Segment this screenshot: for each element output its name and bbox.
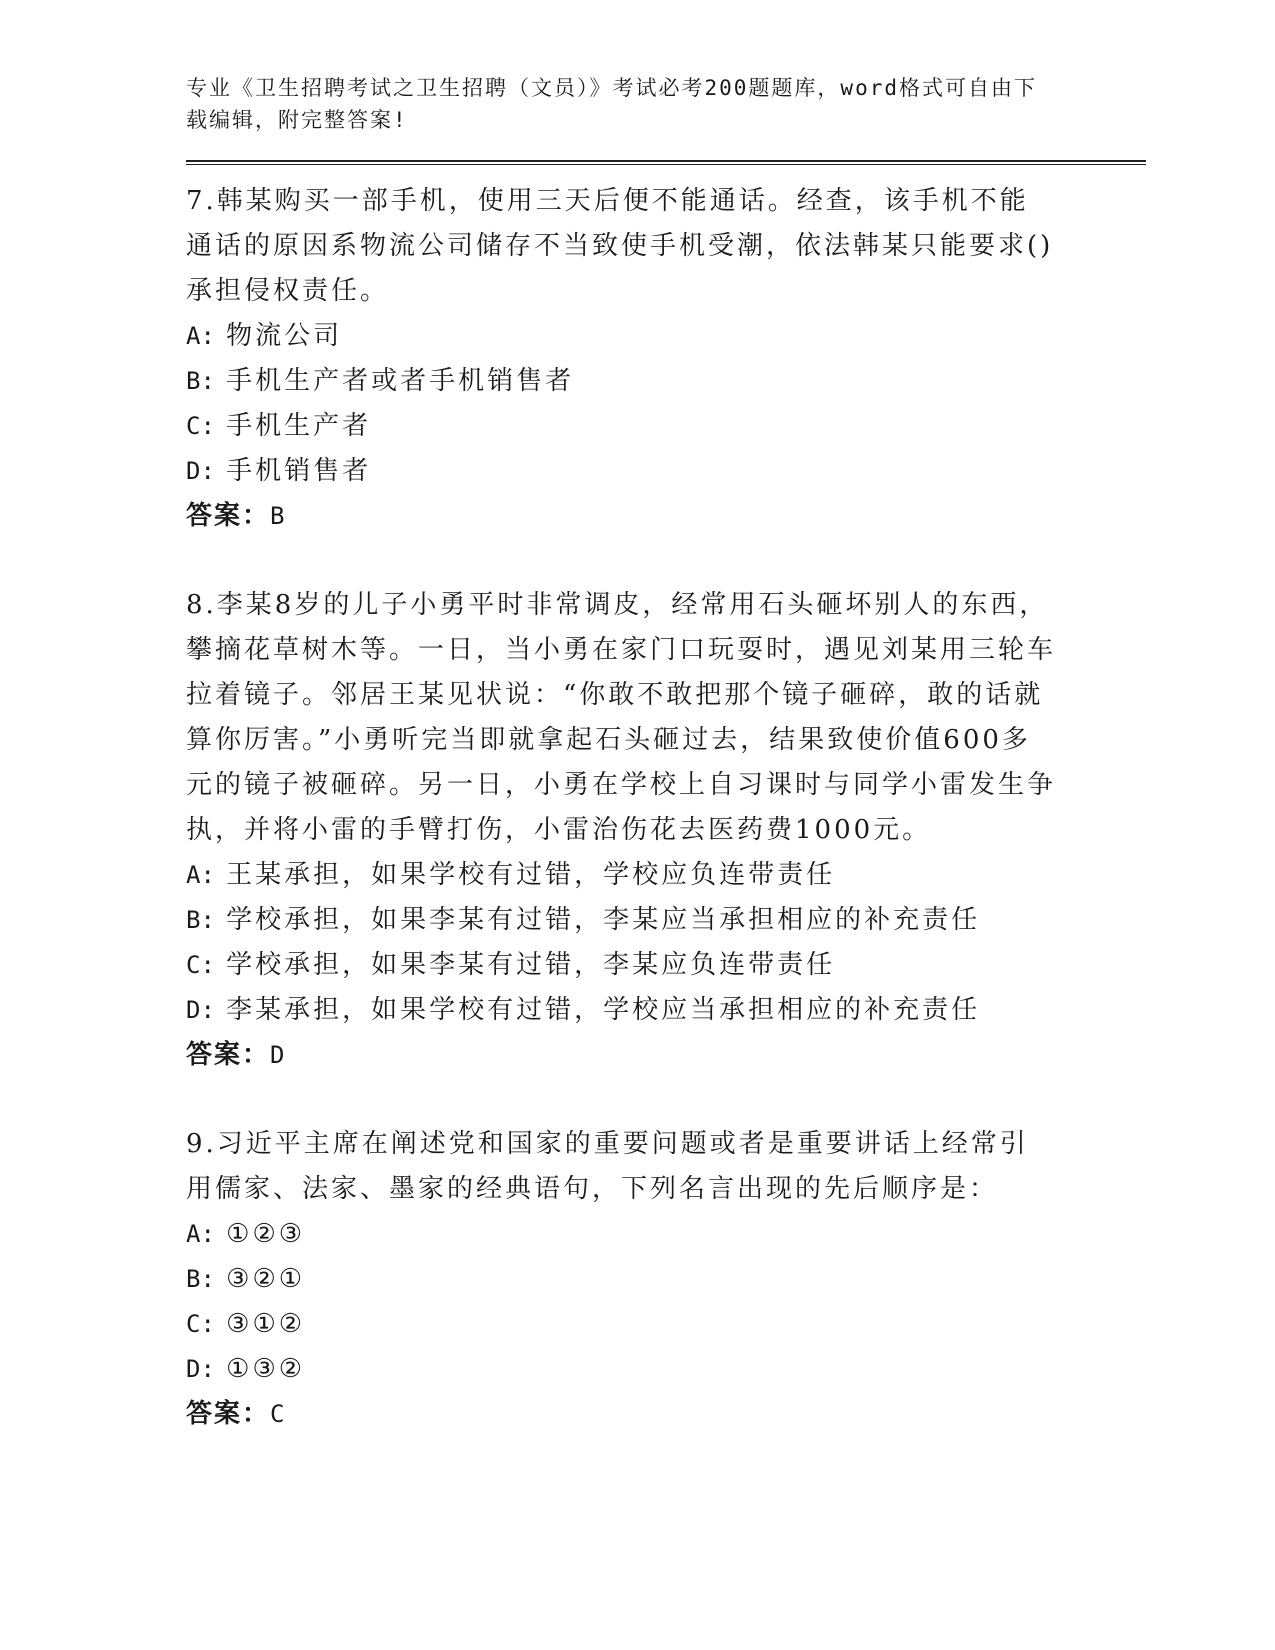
option-text: 物流公司 — [226, 321, 343, 351]
answer-value: D — [270, 1041, 287, 1069]
option-d — [186, 1347, 1146, 1392]
option-b — [186, 1257, 1146, 1302]
option-d — [186, 449, 1146, 494]
document-header: 专业《卫生招聘考试之卫生招聘（文员）》考试必考200题题库，word格式可自由下载编辑，附完整答案! — [186, 76, 1037, 132]
option-text: 手机生产者 — [226, 411, 372, 441]
option-list — [186, 314, 1146, 494]
question-8 — [186, 583, 1146, 1078]
option-letter: A: — [186, 861, 215, 889]
answer-label: 答案： — [186, 501, 271, 531]
option-a — [186, 1212, 1146, 1257]
option-text: ①③② — [226, 1354, 306, 1384]
option-b — [186, 359, 1146, 404]
option-letter: B: — [186, 367, 215, 395]
answer-line — [186, 1392, 1146, 1437]
question-7 — [186, 179, 1146, 539]
question-stem: 9.习近平主席在阐述党和国家的重要问题或者是重要讲话上经常引用儒家、法家、墨家的经典语句，下列名言出现的先后顺序是： — [186, 1129, 1029, 1204]
option-letter: C: — [186, 1310, 215, 1338]
document-page — [186, 72, 1146, 1437]
answer-label: 答案： — [186, 1399, 271, 1429]
answer-label: 答案： — [186, 1040, 271, 1070]
option-text: ①②③ — [226, 1219, 306, 1249]
question-9 — [186, 1122, 1146, 1437]
header-divider — [186, 160, 1146, 165]
option-list — [186, 853, 1146, 1033]
option-letter: A: — [186, 322, 215, 350]
option-a — [186, 314, 1146, 359]
answer-line — [186, 1033, 1146, 1078]
option-letter: A: — [186, 1220, 215, 1248]
option-letter: C: — [186, 412, 215, 440]
question-stem: 7.韩某购买一部手机，使用三天后便不能通话。经查，该手机不能通话的原因系物流公司储存不当致使手机受潮，依法韩某只能要求()承担侵权责任。 — [186, 186, 1054, 306]
option-text: 学校承担，如果李某有过错，李某应负连带责任 — [226, 950, 836, 980]
option-letter: D: — [186, 1355, 215, 1383]
option-c — [186, 1302, 1146, 1347]
option-list — [186, 1212, 1146, 1392]
option-text: 学校承担，如果李某有过错，李某应当承担相应的补充责任 — [226, 905, 981, 935]
option-letter: B: — [186, 906, 215, 934]
answer-line — [186, 494, 1146, 539]
question-stem: 8.李某8岁的儿子小勇平时非常调皮，经常用石头砸坏别人的东西，攀摘花草树木等。一日，当小勇在家门口玩耍时，遇见刘某用三轮车拉着镜子。邻居王某见状说：“你敢不敢把那个镜子砸碎，敢的话就算你厉害。”小勇听完当即就拿起石头砸过去，结果致使价值600多元的镜子被砸碎。另一日，小勇在学校上自习课时与同学小雷发生争执，并将小雷的手臂打伤，小雷治伤花去医药费1000元。 — [186, 590, 1057, 845]
option-text: 手机销售者 — [226, 456, 372, 486]
option-text: 王某承担，如果学校有过错，学校应负连带责任 — [226, 860, 836, 890]
answer-value: B — [270, 502, 287, 530]
option-text: 李某承担，如果学校有过错，学校应当承担相应的补充责任 — [226, 995, 981, 1025]
option-d — [186, 988, 1146, 1033]
option-text: ③①② — [226, 1309, 306, 1339]
option-text: ③②① — [226, 1264, 306, 1294]
option-b — [186, 898, 1146, 943]
option-letter: D: — [186, 457, 215, 485]
option-letter: B: — [186, 1265, 215, 1293]
option-text: 手机生产者或者手机销售者 — [226, 366, 575, 396]
option-a — [186, 853, 1146, 898]
option-c — [186, 404, 1146, 449]
option-c — [186, 943, 1146, 988]
option-letter: C: — [186, 951, 215, 979]
option-letter: D: — [186, 996, 215, 1024]
answer-value: C — [270, 1400, 287, 1428]
